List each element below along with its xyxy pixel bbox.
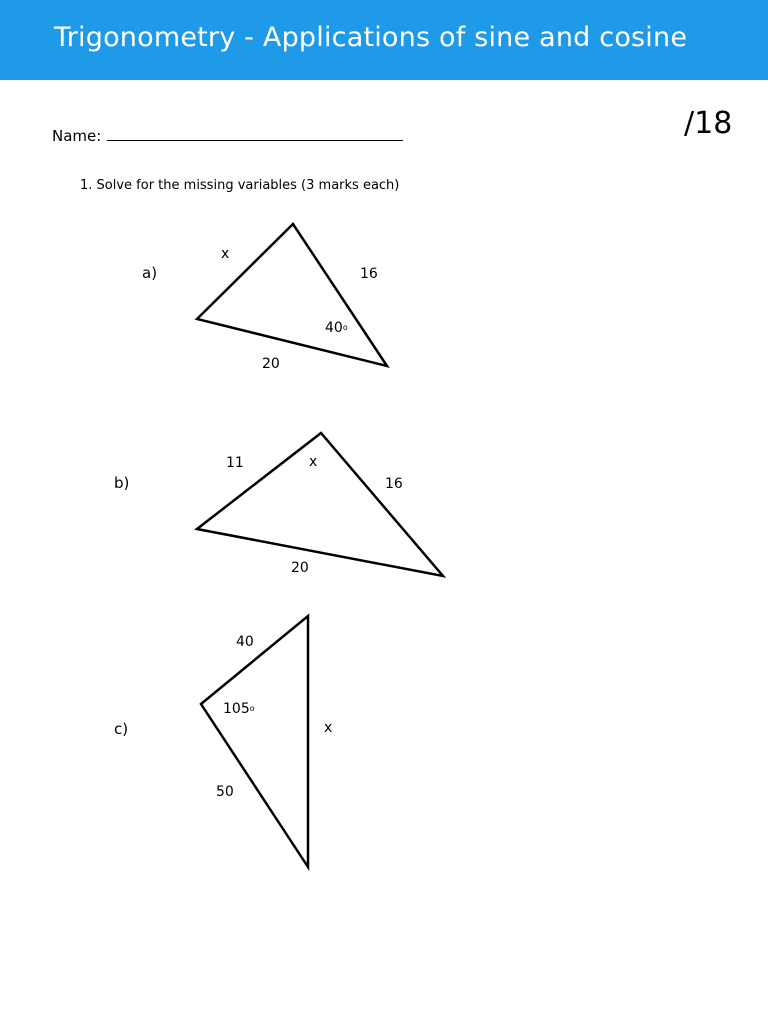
total-marks: /18 <box>684 106 733 141</box>
triangle-a-side-x: x <box>221 246 230 262</box>
triangle-a-angle <box>325 320 348 336</box>
triangle-a-angle-value: 40 <box>325 320 343 336</box>
part-b-label: b) <box>114 474 130 492</box>
triangle-c-angle-value: 105 <box>223 701 250 717</box>
triangle-c-side-x: x <box>324 720 333 736</box>
triangle-b-angle-x: x <box>309 454 318 470</box>
triangle-b-side-11: 11 <box>226 455 244 471</box>
triangle-a-side-20: 20 <box>262 356 280 372</box>
triangle-c-angle <box>223 701 255 717</box>
name-label: Name: <box>52 127 102 145</box>
triangle-b-side-16: 16 <box>385 476 403 492</box>
page-title: Trigonometry - Applications of sine and cosine <box>54 22 688 53</box>
question-instruction: 1. Solve for the missing variables (3 marks each) <box>80 178 400 193</box>
triangle-a-side-16: 16 <box>360 266 378 282</box>
degree-symbol: o <box>249 704 255 713</box>
triangle-c-side-40: 40 <box>236 634 254 650</box>
triangle-c-side-50: 50 <box>216 784 234 800</box>
triangle-c <box>201 616 308 867</box>
degree-symbol: o <box>342 323 348 332</box>
part-a-label: a) <box>142 264 158 282</box>
part-c-label: c) <box>114 720 129 738</box>
triangle-b-side-20: 20 <box>291 560 309 576</box>
